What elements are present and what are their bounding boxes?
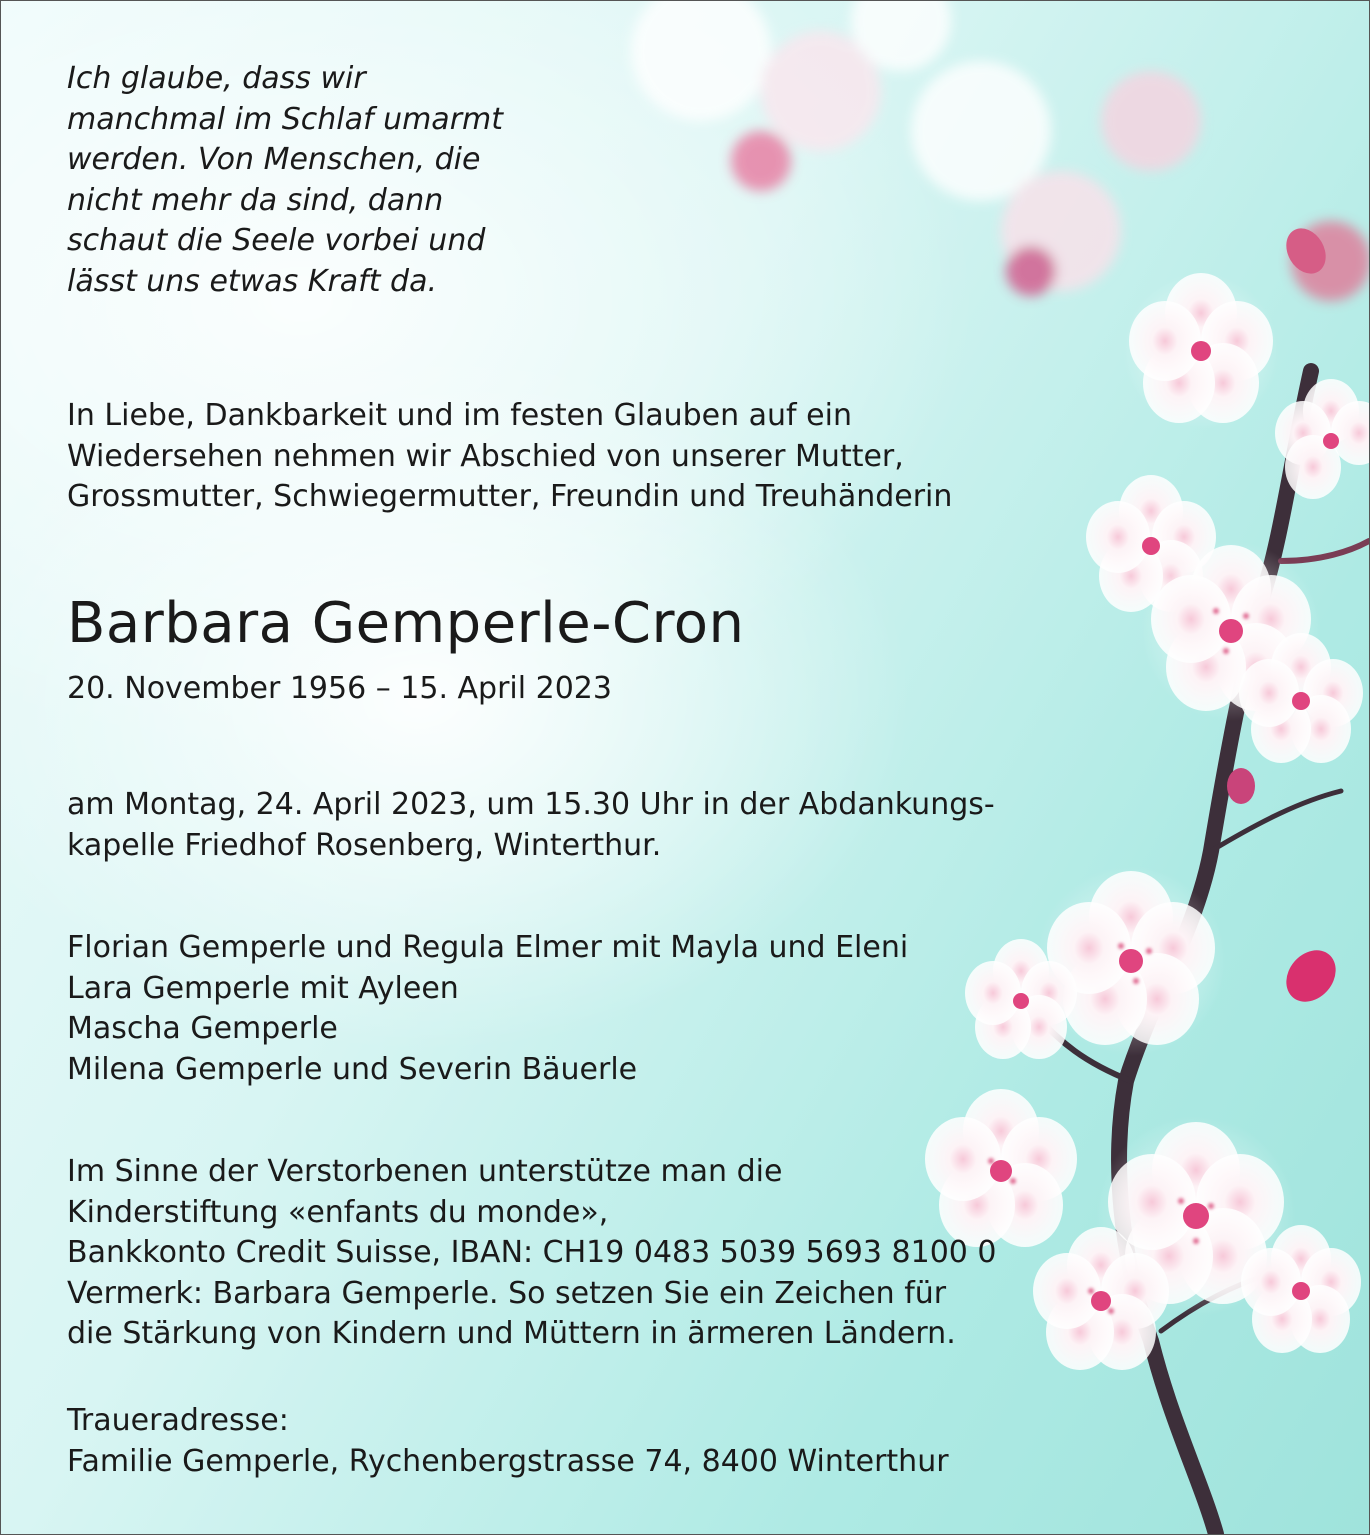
poem-line: lässt uns etwas Kraft da. [67, 263, 437, 299]
intro-line: Wiedersehen nehmen wir Abschied von unserer Mutter, [67, 438, 904, 474]
poem-quote [67, 59, 503, 302]
donation-note [67, 1152, 997, 1355]
farewell-intro [67, 396, 952, 518]
deceased-name: Barbara Gemperle-Cron [67, 591, 745, 656]
mourning-address [67, 1401, 949, 1482]
mourner-line: Mascha Gemperle [67, 1011, 338, 1046]
poem-line: manchmal im Schlaf umarmt [67, 101, 504, 137]
mourner-line: Florian Gemperle und Regula Elmer mit Mayla und Eleni [67, 930, 909, 965]
poem-line: schaut die Seele vorbei und [67, 223, 486, 258]
address-line: Familie Gemperle, Rychenbergstrasse 74, 8400 Winterthur [67, 1443, 949, 1479]
address-label: Traueradresse: [67, 1403, 289, 1438]
donation-line: Im Sinne der Verstorbenen unterstütze man die [67, 1154, 783, 1189]
mourners-list [67, 928, 908, 1090]
donation-line: Vermerk: Barbara Gemperle. So setzen Sie ein Zeichen für [67, 1275, 947, 1311]
donation-line: Kinderstiftung «enfants du monde», [67, 1194, 609, 1230]
mourner-line: Lara Gemperle mit Ayleen [67, 970, 459, 1006]
intro-line: Grossmutter, Schwiegermutter, Freundin und Treuhänderin [67, 479, 953, 514]
donation-line: Bankkonto Credit Suisse, IBAN: CH19 0483 5039 5693 8100 0 [67, 1235, 997, 1270]
poem-line: werden. Von Menschen, die [67, 142, 481, 177]
poem-line: nicht mehr da sind, dann [67, 182, 444, 218]
donation-line: die Stärkung von Kindern und Müttern in ärmeren Ländern. [67, 1316, 956, 1351]
mourner-line: Milena Gemperle und Severin Bäuerle [67, 1051, 638, 1087]
poem-line: Ich glaube, dass wir [67, 61, 366, 96]
ceremony-details [67, 785, 995, 866]
intro-line: In Liebe, Dankbarkeit und im festen Glauben auf ein [67, 398, 852, 433]
ceremony-line: am Montag, 24. April 2023, um 15.30 Uhr in der Abdankungs- [67, 787, 995, 822]
life-dates: 20. November 1956 – 15. April 2023 [67, 671, 612, 706]
ceremony-line: kapelle Friedhof Rosenberg, Winterthur. [67, 827, 662, 863]
